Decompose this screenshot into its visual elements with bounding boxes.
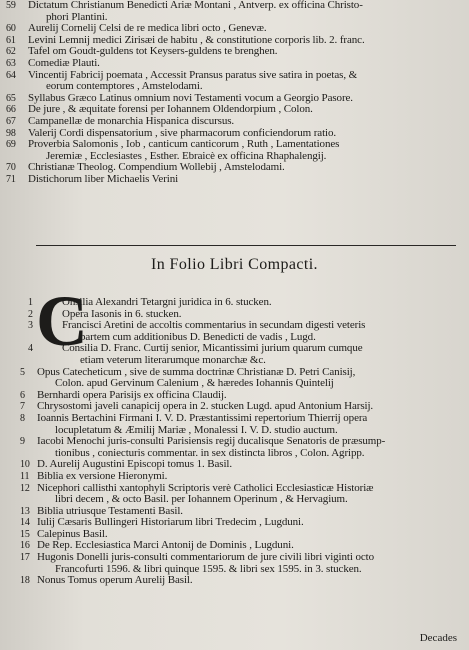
entry-text-line: D. Aurelij Augustini Episcopi tomus 1. Basil. (37, 458, 233, 471)
entry-number: 12 (20, 482, 30, 494)
entry-text-line: Levini Lemnij medici Zirisæi de habitu , & constitutione corporis lib. 2. franc. (28, 33, 365, 46)
entry-number: 67 (6, 115, 16, 127)
entry-text-line: Francisci Aretini de accoltis commentarius in secundam digesti veteris (62, 319, 366, 332)
catalogue-entry (0, 471, 469, 483)
octavo-entries-list (0, 0, 469, 186)
entry-number: 5 (20, 366, 25, 378)
entry-text-line: Distichorum liber Michaelis Verini (28, 172, 179, 185)
catalogue-entry (0, 70, 469, 93)
entry-text-line: Francofurti 1596. & libri quinque 1595. & libri sex 1595. in 3. stucken. (55, 562, 362, 575)
entry-number: 13 (20, 505, 30, 517)
catalogue-entry (0, 575, 469, 587)
entry-number: 10 (20, 459, 30, 471)
entry-number: 62 (6, 46, 16, 58)
catalogue-entry (0, 58, 469, 70)
entry-number: 17 (20, 552, 30, 564)
entry-text-line: Tafel om Goudt-guldens tot Keysers-guldens te brenghen. (28, 45, 278, 58)
entry-text-line: libri decem , & octo Basil. per Iohannem Operinum , & Hervagium. (55, 493, 348, 506)
entry-text-line: Valerij Cordi dispensatorium , sive pharmacorum conficiendorum ratio. (28, 126, 337, 139)
entry-text-line: Chrysostomi javeli canapicij opera in 2. stucken Lugd. apud Antonium Harsij. (37, 400, 374, 413)
entry-text-line: partem cum additionibus D. Benedicti de vadis , Lugd. (80, 330, 316, 343)
entry-text-line: Hugonis Donelli juris-consulti commentariorum de jure civili libri viginti octo (37, 551, 375, 564)
catchword: Decades (419, 632, 457, 644)
entry-number: 98 (6, 127, 16, 139)
entry-text-line: tionibus , coniecturis commentar. in sex distincta libros , Colon. Agripp. (55, 446, 365, 459)
entry-number: 8 (20, 412, 25, 424)
drop-capital: C (36, 281, 88, 361)
entry-text-line: Aurelij Cornelij Celsi de re medica libri octo , Genevæ. (28, 22, 267, 35)
entry-text-line: Biblia ex versione Hieronymi. (37, 469, 168, 482)
catalogue-entry (0, 139, 469, 162)
entry-text-line: phori Plantini. (46, 10, 108, 23)
entry-text-line: De Rep. Ecclesiastica Marci Antonij de Dominis , Lugduni. (37, 539, 294, 552)
entry-text-line: Vincentij Fabricij poemata , Accessit Pransus paratus sive satira in poetas, & (28, 68, 358, 81)
catalogue-entry (0, 436, 469, 459)
entry-number: 9 (20, 436, 25, 448)
catalogue-entry (0, 483, 469, 506)
catalogue-entry (0, 297, 469, 309)
entry-text-line: Dictatum Christianum Benedicti Ariæ Montani , Antverp. ex officina Christo- (28, 0, 363, 11)
entry-number: 7 (20, 401, 25, 413)
entry-number: 63 (6, 57, 16, 69)
catalogue-entry (0, 116, 469, 128)
entry-text-line: Nonus Tomus operum Aurelij Basil. (37, 574, 193, 587)
entry-number: 60 (6, 23, 16, 35)
catalogue-entry (0, 367, 469, 390)
catalogue-entry (0, 343, 469, 366)
entry-number: 18 (20, 575, 30, 587)
entry-number: 66 (6, 104, 16, 116)
entry-number: 64 (6, 69, 16, 81)
entry-text-line: De jure , & æquitate forensi per Iohannem Oldendorpium , Colon. (28, 103, 313, 116)
entry-text-line: Colon. apud Gervinum Calenium , & hæredes Iohannis Quintelij (55, 377, 334, 390)
entry-number: 59 (6, 0, 16, 11)
entry-number: 70 (6, 162, 16, 174)
entry-number: 61 (6, 34, 16, 46)
catalogue-entry (0, 320, 469, 343)
catalogue-entry (0, 552, 469, 575)
entry-text-line: etiam veterum literarumque monarchæ &c. (80, 353, 266, 366)
catalogue-entry (0, 0, 469, 23)
entry-number: 6 (20, 389, 25, 401)
entry-number: 3 (28, 320, 33, 332)
entry-text-line: locupletatum & Æmilij Mariæ , Monalessi I. V. D. studio auctum. (55, 423, 338, 436)
entry-number: 15 (20, 528, 30, 540)
entry-text-line: Biblia utriusque Testamenti Basil. (37, 504, 183, 517)
section-divider (36, 245, 456, 246)
entry-text-line: eorum contemptores , Amstelodami. (46, 80, 203, 93)
entry-text-line: Campanellæ de monarchia Hispanica discursus. (28, 114, 235, 127)
entry-text-line: Opera Iasonis in 6. stucken. (62, 307, 182, 320)
entry-number: 14 (20, 517, 30, 529)
entry-number: 2 (28, 308, 33, 320)
section-heading: In Folio Libri Compacti. (151, 256, 318, 273)
entry-text-line: Ioannis Bertachini Firmani I. V. D. Præstantissimi repertorium Thierrij opera (37, 411, 368, 424)
entry-text-line: Consilia D. Franc. Curtij senior, Micantissimi jurium quarum cumque (62, 342, 363, 355)
entry-number: 4 (28, 343, 33, 355)
folio-entries-list (0, 297, 469, 587)
entry-text-line: Iacobi Menochi juris-consulti Parisiensis regij ducalisque Senatoris de præsump- (37, 435, 386, 448)
entry-number: 11 (20, 470, 30, 482)
entry-number: 71 (6, 173, 16, 185)
entry-text-line: Comediæ Plauti. (28, 56, 100, 69)
catalogue-entry (0, 174, 469, 186)
entry-number: 69 (6, 139, 16, 151)
entry-text-line: Proverbia Salomonis , Iob , canticum canticorum , Ruth , Lamentationes (28, 138, 340, 151)
entry-text-line: Jeremiæ , Ecclesiastes , Esther. Ebraicè ex officina Rhaphalengij. (46, 149, 327, 162)
entry-text-line: Christianæ Theolog. Compendium Wollebij , Amstelodami. (28, 161, 285, 174)
catalogue-entry (0, 413, 469, 436)
entry-text-line: Iulij Cæsaris Bullingeri Historiarum libri Tredecim , Lugduni. (37, 516, 304, 529)
entry-text-line: Onsilia Alexandri Tetargni juridica in 6. stucken. (62, 296, 272, 308)
entry-text-line: Bernhardi opera Parisijs ex officina Claudij. (37, 388, 227, 401)
entry-text-line: Syllabus Græco Latinus omnium novi Testamenti vocum a Georgio Pasore. (28, 91, 353, 104)
entry-number: 1 (28, 297, 33, 308)
entry-text-line: Nicephori callisthi xantophyli Scriptoris verè Catholici Ecclesiasticæ Historiæ (37, 481, 374, 494)
entry-text-line: Calepinus Basil. (37, 527, 108, 540)
entry-number: 16 (20, 540, 30, 552)
entry-text-line: Opus Catecheticum , sive de summa doctrinæ Christianæ D. Petri Canisij, (37, 365, 356, 378)
entry-number: 65 (6, 92, 16, 104)
